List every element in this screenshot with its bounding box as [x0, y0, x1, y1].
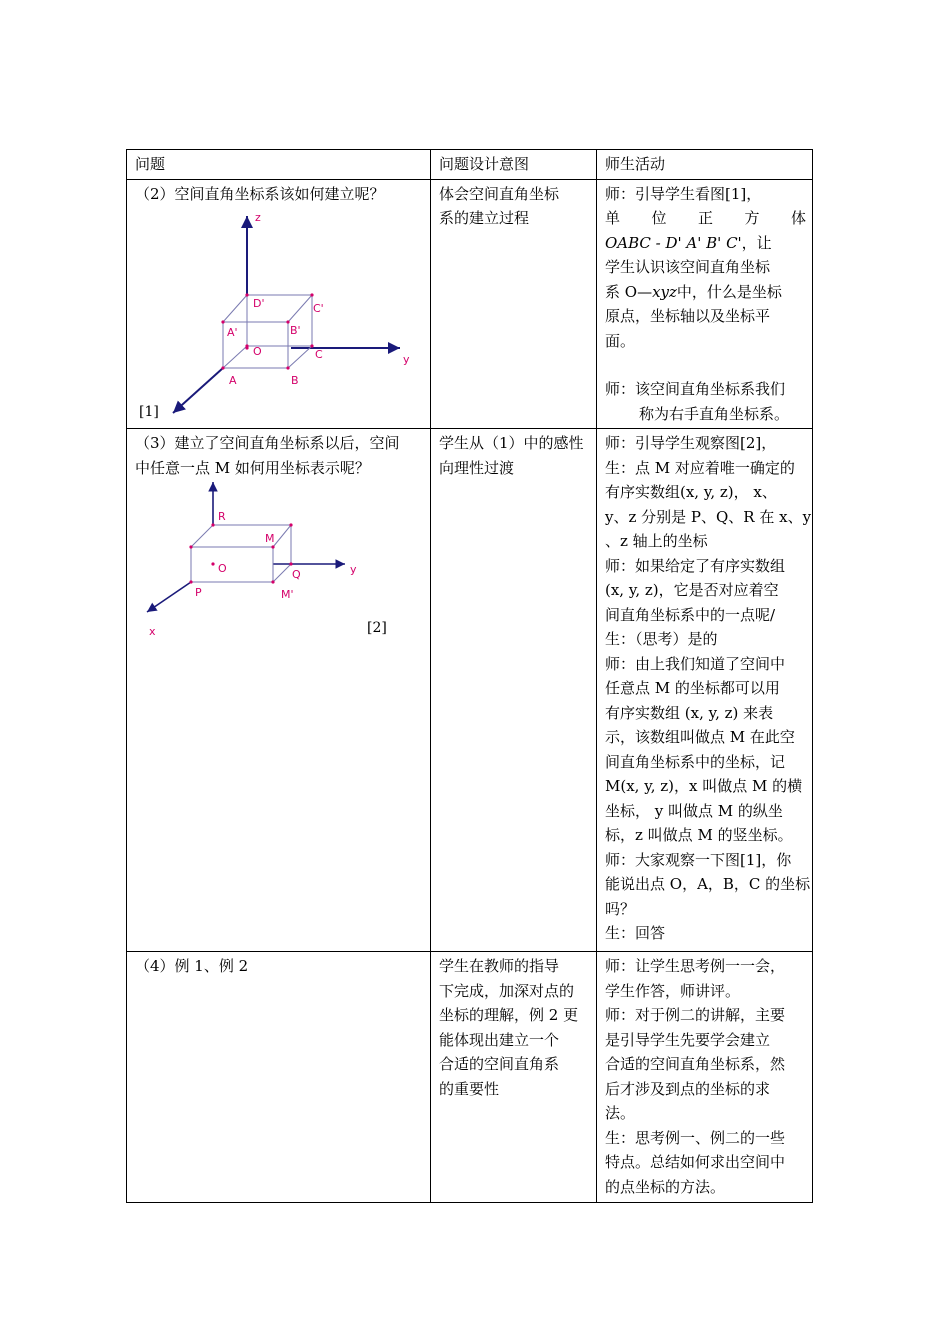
spacer	[605, 353, 806, 377]
label-origin: O	[218, 562, 227, 575]
cell-question-3	[127, 429, 431, 952]
cell-activity-2	[597, 179, 813, 429]
intent-line: 学生从（1）中的感性	[439, 434, 584, 452]
question-line: 中任意一点 M 如何用坐标表示呢？	[135, 458, 370, 477]
cell-question-2	[127, 179, 431, 429]
label-z: z	[255, 211, 261, 224]
activity-line-math	[605, 231, 806, 256]
text-line: 师：大家观察一下图[1]，你	[605, 850, 792, 869]
label-y: y	[350, 563, 357, 576]
label-c: C	[315, 348, 323, 361]
text-line: y、z 分别是 P、Q、R 在 x、y	[605, 507, 812, 526]
header-row	[127, 150, 813, 180]
text-line: 能体现出建立一个	[439, 1030, 560, 1049]
text: 中，什么是坐标	[676, 282, 782, 301]
x-axis	[173, 368, 223, 413]
intent-line: 体会空间直角坐标	[439, 184, 560, 203]
text-line: 是引导学生先要学会建立	[605, 1030, 771, 1049]
text-line: 下完成，加深对点的	[439, 981, 575, 1000]
header-intent: 问题设计意图	[431, 150, 597, 180]
cell-intent-2	[431, 179, 597, 429]
text-line: 任意点 M 的坐标都可以用	[605, 679, 780, 697]
header-question: 问题	[127, 150, 431, 180]
box-edges	[191, 525, 291, 582]
label-b-prime: B'	[290, 324, 301, 337]
activity-line: 师：引导学生看图[1]，	[605, 184, 762, 203]
word: 体	[790, 209, 806, 227]
text-line: 学生作答，师讲评。	[605, 981, 741, 1000]
figure-box	[135, 480, 425, 650]
word: 方	[744, 209, 760, 227]
text-line: 间直角坐标系中的坐标，记	[605, 752, 786, 771]
label-a: A	[229, 374, 237, 387]
question-text: （4）例 1、例 2	[135, 957, 249, 975]
label-origin: O	[253, 345, 262, 358]
label-d-prime: D'	[253, 297, 265, 310]
label-y: y	[403, 353, 410, 366]
activity-line-spread	[605, 206, 806, 231]
lesson-table	[126, 149, 813, 1203]
activity-line: 学生认识该空间直角坐标	[605, 258, 771, 276]
text-line: 的重要性	[439, 1079, 500, 1098]
label-a-prime: A'	[227, 326, 238, 339]
cell-intent-4	[431, 952, 597, 1203]
text-line: 、z 轴上的坐标	[605, 532, 708, 550]
cube-tail: ，让	[741, 233, 772, 252]
activity-line: 原点，坐标轴以及坐标平	[605, 307, 771, 325]
math-xyz: xyz	[652, 282, 677, 301]
text-line: 师：由上我们知道了空间中	[605, 654, 786, 673]
text-line: 生：点 M 对应着唯一确定的	[605, 458, 795, 477]
text-line: 吗？	[605, 899, 636, 918]
text-line: 特点。总结如何求出空间中	[605, 1153, 786, 1171]
cell-activity-3	[597, 429, 813, 952]
text-line: 能说出点 O，A，B，C 的坐标	[605, 875, 811, 893]
activity-line: 面。	[605, 331, 636, 350]
label-q: Q	[292, 568, 301, 581]
label-b: B	[291, 374, 299, 387]
text-line: 生：思考例一、例二的一些	[605, 1128, 786, 1147]
word: 位	[651, 209, 667, 227]
activity-line	[605, 280, 806, 305]
text-line: 师：对于例二的讲解，主要	[605, 1006, 786, 1024]
row-coordinate-system	[127, 179, 813, 429]
activity-line: 师：该空间直角坐标系我们	[605, 380, 786, 398]
word: 单	[605, 209, 621, 227]
cell-activity-4	[597, 952, 813, 1203]
text-line: 师：让学生思考例一一会，	[605, 957, 786, 975]
text-line: 间直角坐标系中的一点呢/	[605, 605, 776, 624]
figure-ref-1: [1]	[139, 404, 159, 420]
activity-line: 称为右手直角坐标系。	[639, 404, 790, 423]
figure-ref-2: [2]	[367, 620, 387, 636]
question-line: （3）建立了空间直角坐标系以后，空间	[135, 434, 400, 452]
text-line: 的点坐标的方法。	[605, 1177, 726, 1196]
text-line: 合适的空间直角坐标系，然	[605, 1055, 786, 1073]
label-c-prime: C'	[313, 302, 324, 315]
text: 系 O—	[605, 282, 653, 301]
label-m-prime: M'	[281, 588, 294, 601]
cell-intent-3	[431, 429, 597, 952]
text-line: 合适的空间直角系	[439, 1055, 560, 1073]
text-line: 有序实数组(x, y, z)， x、	[605, 483, 777, 501]
label-m: M	[265, 532, 275, 545]
text-line: (x, y, z)，它是否对应着空	[605, 581, 779, 599]
row-examples	[127, 952, 813, 1203]
label-r: R	[218, 510, 226, 523]
label-p: P	[195, 586, 202, 599]
intent-line: 系的建立过程	[439, 209, 530, 227]
cell-question-4	[127, 952, 431, 1203]
text-line: 坐标， y 叫做点 M 的纵坐	[605, 801, 783, 820]
text-line: 有序实数组 (x, y, z) 来表	[605, 703, 774, 722]
row-point-coordinates	[127, 429, 813, 952]
word: 正	[697, 209, 713, 227]
text-line: 法。	[605, 1104, 636, 1122]
text-line: 生：（思考）是的	[605, 630, 718, 648]
text-line: 师：如果给定了有序实数组	[605, 556, 786, 575]
text-line: 师：引导学生观察图[2]，	[605, 434, 777, 452]
label-x: x	[149, 625, 156, 638]
figure-cube	[135, 206, 425, 421]
text-line: 示，该数组叫做点 M 在此空	[605, 728, 795, 746]
text-line: 生：回答	[605, 924, 666, 942]
x-axis	[147, 582, 191, 612]
text-line: M(x, y, z)，x 叫做点 M 的横	[605, 777, 803, 795]
header-activity: 师生活动	[597, 150, 813, 180]
cube-notation: OABC - D' A' B' C'	[605, 233, 742, 252]
text-line: 坐标的理解，例 2 更	[439, 1006, 579, 1024]
text-line: 后才涉及到点的坐标的求	[605, 1079, 771, 1098]
intent-line: 向理性过渡	[439, 458, 515, 477]
text-line: 标，z 叫做点 M 的竖坐标。	[605, 826, 793, 844]
question-text: （2）空间直角坐标系该如何建立呢？	[135, 184, 385, 203]
text-line: 学生在教师的指导	[439, 957, 560, 975]
